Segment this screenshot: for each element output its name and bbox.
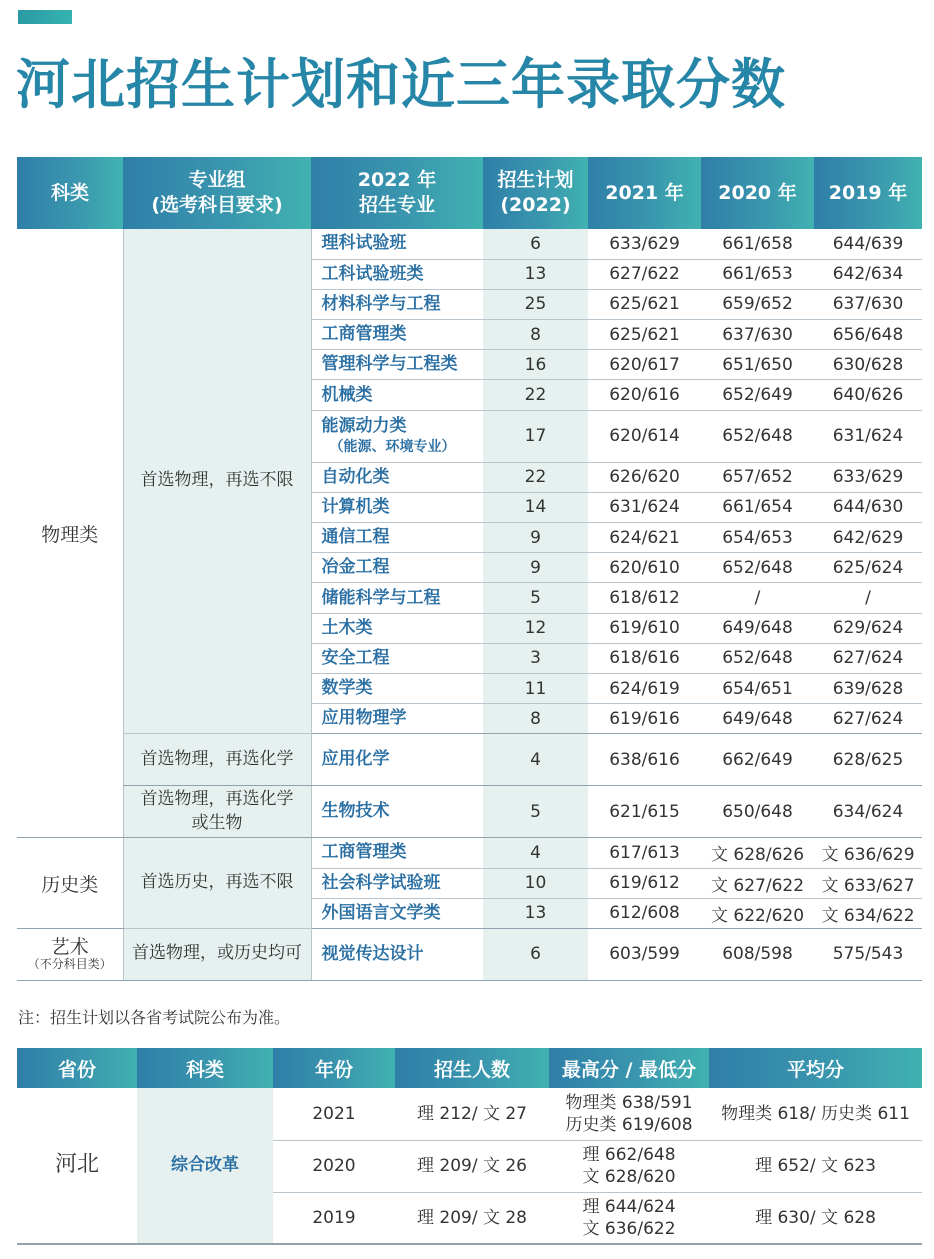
score-2019: 637/630 — [814, 289, 922, 319]
score-2019: 575/543 — [814, 928, 922, 980]
score-2019: 627/624 — [814, 643, 922, 673]
major-name: 视觉传达设计 — [311, 928, 483, 980]
hebei-header-year: 年份 — [273, 1048, 395, 1088]
score-2019: 625/624 — [814, 553, 922, 583]
header-row — [17, 157, 922, 229]
header-2020: 2020 年 — [701, 157, 814, 229]
major-name: 外国语言文学类 — [311, 898, 483, 928]
score-2020: 657/652 — [701, 462, 814, 492]
score-2019: 文 633/627 — [814, 868, 922, 898]
hebei-row — [17, 1088, 922, 1140]
year-cell: 2020 — [273, 1140, 395, 1192]
score-2019: 639/628 — [814, 673, 922, 703]
maxmin-cell: 物理类 638/591 历史类 619/608 — [549, 1088, 709, 1140]
score-2019: 628/625 — [814, 734, 922, 786]
major-name: 生物技术 — [311, 786, 483, 838]
score-2019: 文 636/629 — [814, 838, 922, 868]
plan-count: 12 — [483, 613, 588, 643]
hebei-header-province: 省份 — [17, 1048, 137, 1088]
plan-count: 8 — [483, 320, 588, 350]
score-2019: / — [814, 583, 922, 613]
major-name: 冶金工程 — [311, 553, 483, 583]
plan-count: 16 — [483, 350, 588, 380]
table-row — [17, 229, 922, 259]
score-2020: 649/648 — [701, 704, 814, 734]
score-2020: 637/630 — [701, 320, 814, 350]
score-2021: 603/599 — [588, 928, 701, 980]
score-2019: 631/624 — [814, 410, 922, 462]
score-2019: 642/629 — [814, 523, 922, 553]
score-2019: 644/639 — [814, 229, 922, 259]
group-physics-chem: 首选物理，再选化学 — [123, 734, 311, 786]
year-cell: 2021 — [273, 1088, 395, 1140]
group-physics-chem-bio: 首选物理，再选化学 或生物 — [123, 786, 311, 838]
major-name: 能源动力类 （能源、环境专业） — [311, 410, 483, 462]
major-name: 理科试验班 — [311, 229, 483, 259]
hebei-header-category: 科类 — [137, 1048, 273, 1088]
plan-count: 10 — [483, 868, 588, 898]
kelei-physics: 物理类 — [17, 229, 123, 838]
major-name: 工商管理类 — [311, 320, 483, 350]
note: 注：招生计划以各省考试院公布为准。 — [18, 1008, 291, 1027]
major-name: 工商管理类 — [311, 838, 483, 868]
plan-count: 5 — [483, 786, 588, 838]
maxmin-cell: 理 644/624 文 636/622 — [549, 1192, 709, 1244]
major-name: 安全工程 — [311, 643, 483, 673]
score-2020: 659/652 — [701, 289, 814, 319]
avg-cell: 理 652/ 文 623 — [709, 1140, 922, 1192]
table-row — [17, 786, 922, 838]
score-2021: 617/613 — [588, 838, 701, 868]
score-2019: 文 634/622 — [814, 898, 922, 928]
plan-count: 9 — [483, 553, 588, 583]
score-2021: 620/614 — [588, 410, 701, 462]
score-2020: 654/651 — [701, 673, 814, 703]
kelei-art: 艺术 （不分科目类） — [17, 928, 123, 980]
avg-cell: 物理类 618/ 历史类 611 — [709, 1088, 922, 1140]
score-2019: 656/648 — [814, 320, 922, 350]
score-2021: 620/616 — [588, 380, 701, 410]
score-2021: 621/615 — [588, 786, 701, 838]
score-2021: 624/621 — [588, 523, 701, 553]
avg-cell: 理 630/ 文 628 — [709, 1192, 922, 1244]
score-2021: 619/610 — [588, 613, 701, 643]
count-cell: 理 209/ 文 28 — [395, 1192, 549, 1244]
group-history-any: 首选历史，再选不限 — [123, 838, 311, 929]
score-2019: 640/626 — [814, 380, 922, 410]
major-name: 数学类 — [311, 673, 483, 703]
table-row — [17, 734, 922, 786]
hebei-summary-table — [17, 1048, 922, 1245]
major-name: 应用物理学 — [311, 704, 483, 734]
category-cell: 综合改革 — [137, 1088, 273, 1244]
score-2020: 652/649 — [701, 380, 814, 410]
major-name: 计算机类 — [311, 492, 483, 522]
score-2020: 649/648 — [701, 613, 814, 643]
score-2020: 652/648 — [701, 553, 814, 583]
accent-bar — [18, 10, 72, 24]
plan-count: 17 — [483, 410, 588, 462]
plan-count: 13 — [483, 898, 588, 928]
major-name: 工科试验班类 — [311, 259, 483, 289]
score-2021: 625/621 — [588, 289, 701, 319]
hebei-header-maxmin: 最高分 / 最低分 — [549, 1048, 709, 1088]
plan-count: 22 — [483, 380, 588, 410]
page-title: 河北招生计划和近三年录取分数 — [16, 53, 786, 116]
score-2021: 631/624 — [588, 492, 701, 522]
header-kelei: 科类 — [17, 157, 123, 229]
major-name: 社会科学试验班 — [311, 868, 483, 898]
score-2020: 661/654 — [701, 492, 814, 522]
score-2019: 634/624 — [814, 786, 922, 838]
maxmin-cell: 理 662/648 文 628/620 — [549, 1140, 709, 1192]
province-cell: 河北 — [17, 1088, 137, 1244]
plan-count: 13 — [483, 259, 588, 289]
score-2020: 文 622/620 — [701, 898, 814, 928]
plan-count: 9 — [483, 523, 588, 553]
score-2019: 633/629 — [814, 462, 922, 492]
score-2020: 661/658 — [701, 229, 814, 259]
header-major: 2022 年 招生专业 — [311, 157, 483, 229]
score-2020: 文 627/622 — [701, 868, 814, 898]
major-name: 机械类 — [311, 380, 483, 410]
major-name: 土木类 — [311, 613, 483, 643]
score-2020: 661/653 — [701, 259, 814, 289]
score-2021: 625/621 — [588, 320, 701, 350]
kelei-history: 历史类 — [17, 838, 123, 929]
plan-count: 14 — [483, 492, 588, 522]
count-cell: 理 212/ 文 27 — [395, 1088, 549, 1140]
plan-count: 4 — [483, 734, 588, 786]
score-2020: 662/649 — [701, 734, 814, 786]
score-2021: 619/616 — [588, 704, 701, 734]
score-2020: 652/648 — [701, 410, 814, 462]
score-2021: 638/616 — [588, 734, 701, 786]
plan-count: 5 — [483, 583, 588, 613]
score-2019: 630/628 — [814, 350, 922, 380]
score-2021: 612/608 — [588, 898, 701, 928]
score-2020: 文 628/626 — [701, 838, 814, 868]
score-2020: 654/653 — [701, 523, 814, 553]
score-2019: 642/634 — [814, 259, 922, 289]
score-2021: 620/617 — [588, 350, 701, 380]
hebei-header-count: 招生人数 — [395, 1048, 549, 1088]
score-2021: 627/622 — [588, 259, 701, 289]
plan-count: 11 — [483, 673, 588, 703]
score-2020: 651/650 — [701, 350, 814, 380]
score-2020: / — [701, 583, 814, 613]
major-name: 自动化类 — [311, 462, 483, 492]
score-2021: 618/612 — [588, 583, 701, 613]
score-2020: 608/598 — [701, 928, 814, 980]
group-art: 首选物理，或历史均可 — [123, 928, 311, 980]
plan-count: 22 — [483, 462, 588, 492]
hebei-header-avg: 平均分 — [709, 1048, 922, 1088]
table-row — [17, 838, 922, 868]
score-2021: 626/620 — [588, 462, 701, 492]
score-2019: 627/624 — [814, 704, 922, 734]
plan-count: 4 — [483, 838, 588, 868]
plan-count: 6 — [483, 928, 588, 980]
major-name: 管理科学与工程类 — [311, 350, 483, 380]
count-cell: 理 209/ 文 26 — [395, 1140, 549, 1192]
major-name: 通信工程 — [311, 523, 483, 553]
score-2021: 624/619 — [588, 673, 701, 703]
major-name: 材料科学与工程 — [311, 289, 483, 319]
score-2019: 644/630 — [814, 492, 922, 522]
plan-count: 25 — [483, 289, 588, 319]
plan-count: 8 — [483, 704, 588, 734]
major-name: 储能科学与工程 — [311, 583, 483, 613]
header-2019: 2019 年 — [814, 157, 922, 229]
score-2021: 618/616 — [588, 643, 701, 673]
group-physics-any: 首选物理，再选不限 — [123, 229, 311, 734]
plan-count: 3 — [483, 643, 588, 673]
score-2020: 650/648 — [701, 786, 814, 838]
year-cell: 2019 — [273, 1192, 395, 1244]
header-plan: 招生计划 (2022) — [483, 157, 588, 229]
plan-count: 6 — [483, 229, 588, 259]
admission-scores-table — [17, 157, 922, 981]
score-2021: 633/629 — [588, 229, 701, 259]
score-2020: 652/648 — [701, 643, 814, 673]
major-name: 应用化学 — [311, 734, 483, 786]
score-2021: 619/612 — [588, 868, 701, 898]
table-row — [17, 928, 922, 980]
header-group: 专业组 (选考科目要求) — [123, 157, 311, 229]
score-2021: 620/610 — [588, 553, 701, 583]
score-2019: 629/624 — [814, 613, 922, 643]
hebei-header-row — [17, 1048, 922, 1088]
header-2021: 2021 年 — [588, 157, 701, 229]
